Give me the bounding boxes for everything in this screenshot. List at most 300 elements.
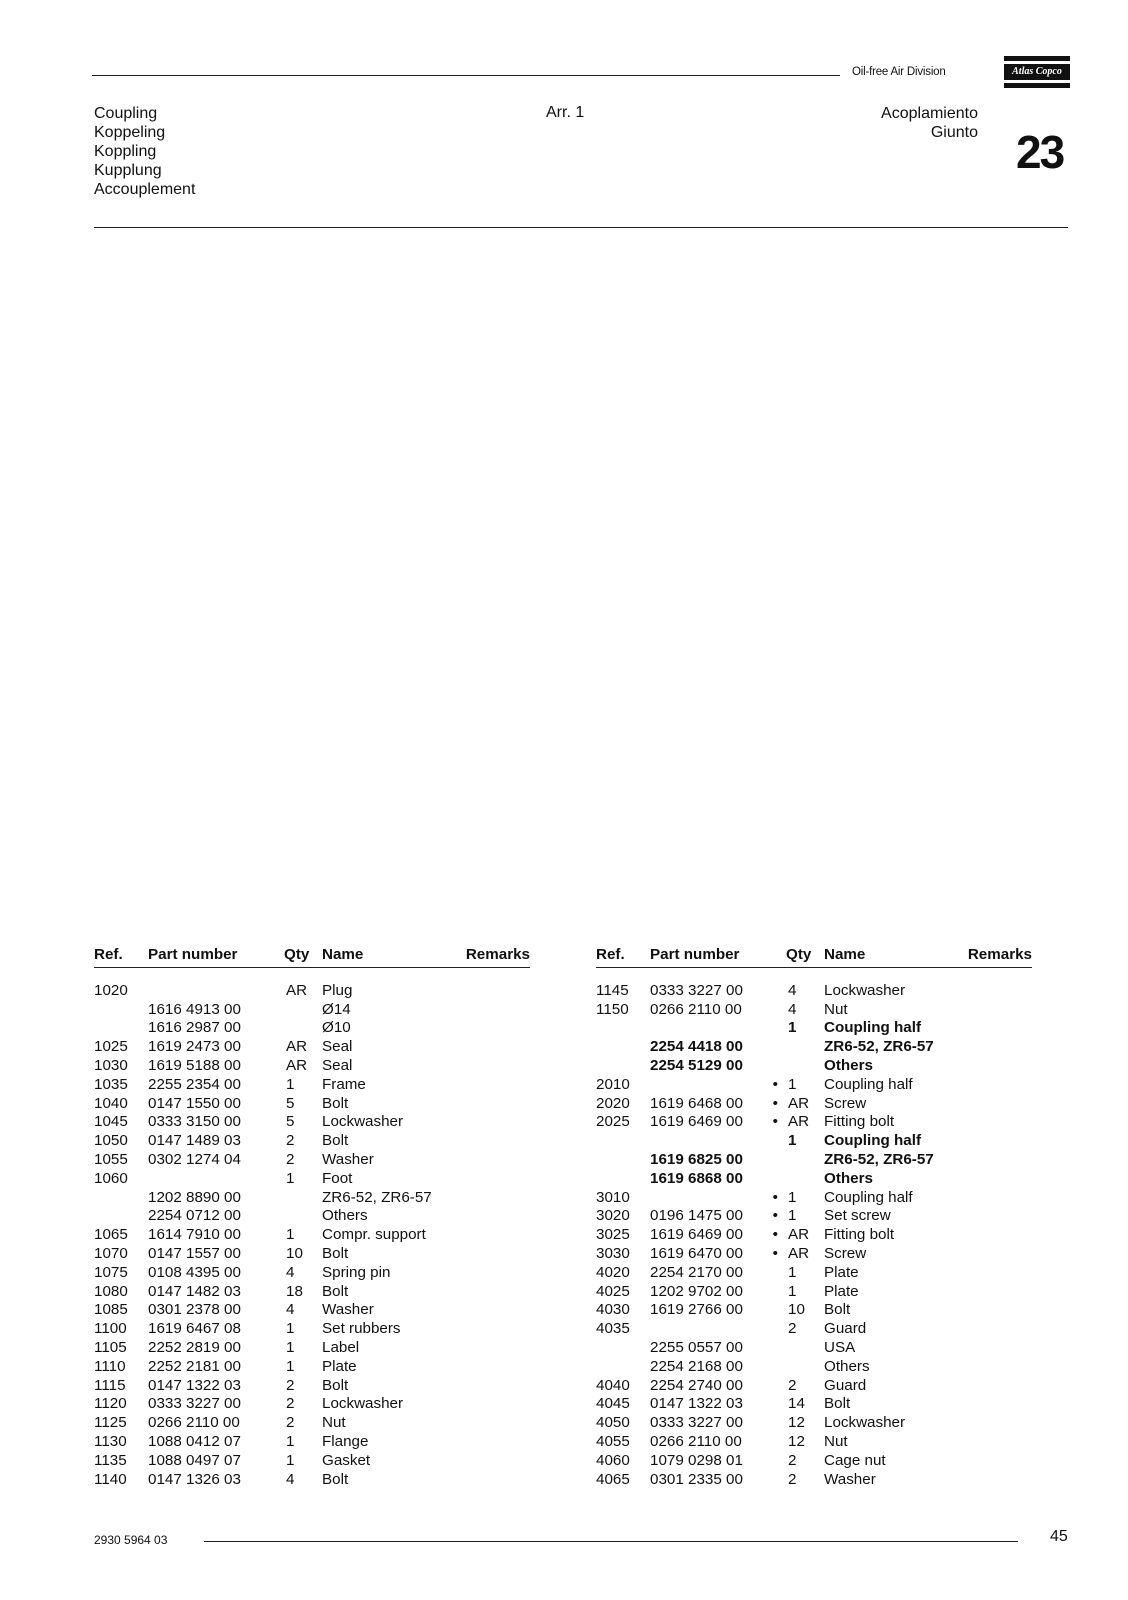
table-header-row	[94, 946, 530, 967]
part-number-cell	[148, 1113, 284, 1132]
qty-cell: 4	[286, 1263, 295, 1281]
ref-cell	[596, 1132, 650, 1151]
remarks-cell	[462, 1339, 530, 1358]
qty-cell: 1	[788, 1263, 797, 1281]
table-row	[596, 1245, 1032, 1264]
header-name: Name	[322, 946, 462, 967]
ref-cell: 4035	[596, 1320, 630, 1338]
part-number-cell	[148, 1395, 284, 1414]
qty-cell: 1	[788, 1282, 797, 1300]
part-number-cell	[650, 1358, 786, 1377]
part-number-text: 0147 1557 00	[148, 1244, 241, 1262]
part-number-cell	[148, 1452, 284, 1471]
ref-cell: 4060	[596, 1451, 630, 1469]
qty-cell	[284, 1001, 322, 1020]
remarks-cell	[964, 1283, 1032, 1302]
ref-cell: 1120	[94, 1395, 127, 1413]
qty-cell: 1	[286, 1451, 295, 1469]
ref-cell	[94, 1019, 148, 1038]
ref-cell: 3030	[596, 1244, 630, 1262]
header-rule	[92, 75, 840, 76]
remarks-cell	[964, 1320, 1032, 1339]
ref-cell: 1025	[94, 1038, 128, 1056]
qty-cell: 4	[286, 1301, 295, 1319]
remarks-cell	[462, 1038, 530, 1057]
ref-cell: 1080	[94, 1282, 128, 1300]
remarks-cell	[964, 1057, 1032, 1076]
name-cell: Lockwasher	[824, 1414, 906, 1432]
remarks-cell	[964, 1001, 1032, 1020]
name-cell: Set rubbers	[322, 1320, 401, 1338]
qty-cell: 10	[788, 1301, 805, 1319]
part-number-cell	[148, 1433, 284, 1452]
ref-cell: 2025	[596, 1113, 630, 1131]
part-number-cell	[650, 1057, 786, 1076]
qty-cell: AR	[286, 1038, 308, 1056]
ref-cell: 1035	[94, 1075, 128, 1093]
remarks-cell	[462, 1471, 530, 1490]
section-number: 23	[1016, 126, 1064, 178]
remarks-cell	[462, 1377, 530, 1396]
name-cell: Ø14	[322, 1000, 351, 1018]
name-cell: Lockwasher	[322, 1395, 404, 1413]
part-number-cell	[650, 1433, 786, 1452]
remarks-cell	[964, 1471, 1032, 1490]
qty-cell: 2	[286, 1414, 295, 1432]
header-remarks: Remarks	[964, 946, 1032, 967]
remarks-cell	[462, 1095, 530, 1114]
ref-cell: 1075	[94, 1263, 128, 1281]
header-name: Name	[824, 946, 964, 967]
table-row	[94, 1358, 530, 1377]
part-number-cell	[650, 1320, 786, 1339]
part-number-text: 0266 2110 00	[650, 1432, 742, 1450]
part-number-cell	[148, 1358, 284, 1377]
part-number-text: 1614 7910 00	[148, 1226, 241, 1244]
ref-cell	[596, 1151, 650, 1170]
table-row	[596, 1207, 1032, 1226]
qty-cell: 18	[286, 1282, 303, 1300]
part-number-text: 1619 5188 00	[148, 1056, 241, 1074]
part-number-cell	[148, 1320, 284, 1339]
qty-cell: 4	[788, 981, 797, 999]
qty-cell: 12	[788, 1414, 805, 1432]
part-number-cell	[650, 1019, 786, 1038]
name-cell: Nut	[824, 1000, 848, 1018]
ref-cell: 1020	[94, 981, 128, 999]
qty-cell: AR	[788, 1094, 810, 1112]
remarks-cell	[964, 1095, 1032, 1114]
table-row	[596, 1264, 1032, 1283]
name-cell: Guard	[824, 1320, 867, 1338]
name-cell: Coupling half	[824, 1132, 922, 1150]
part-number-text: 0196 1475 00	[650, 1207, 743, 1225]
ref-cell: 1115	[94, 1376, 126, 1394]
ref-cell	[596, 1339, 650, 1358]
part-number-text: 0301 2378 00	[148, 1301, 241, 1319]
qty-cell: 1	[286, 1338, 295, 1356]
part-number-cell	[148, 1189, 284, 1208]
name-cell: Washer	[322, 1301, 374, 1319]
table-row	[94, 1170, 530, 1189]
remarks-cell	[462, 1283, 530, 1302]
remarks-cell	[462, 1320, 530, 1339]
name-cell: Set screw	[824, 1207, 891, 1225]
title-nl: Koppeling	[94, 124, 166, 141]
table-row	[94, 1395, 530, 1414]
table-row	[94, 1226, 530, 1245]
part-number-text: 1619 2473 00	[148, 1038, 241, 1056]
qty-cell: 1	[788, 1019, 797, 1037]
qty-cell: 1	[286, 1432, 295, 1450]
name-cell: Bolt	[322, 1244, 349, 1262]
part-number-text: 2254 0712 00	[148, 1207, 241, 1225]
name-cell: Spring pin	[322, 1263, 391, 1281]
ref-cell: 4045	[596, 1395, 630, 1413]
service-kit-bullet: •	[772, 1188, 778, 1206]
part-number-cell	[148, 1377, 284, 1396]
ref-cell: 4020	[596, 1263, 630, 1281]
part-number-text: 0302 1274 04	[148, 1150, 241, 1168]
part-number-cell	[650, 1170, 786, 1189]
part-number-cell	[650, 1283, 786, 1302]
table-row	[596, 1320, 1032, 1339]
ref-cell: 4055	[596, 1432, 630, 1450]
ref-cell: 3025	[596, 1226, 630, 1244]
name-cell: Cage nut	[824, 1451, 886, 1469]
table-row	[94, 1471, 530, 1490]
ref-cell: 1065	[94, 1226, 128, 1244]
table-row	[596, 1113, 1032, 1132]
name-cell: Plug	[322, 981, 353, 999]
remarks-cell	[462, 1076, 530, 1095]
qty-cell: 1	[286, 1357, 295, 1375]
name-cell: Nut	[322, 1414, 346, 1432]
remarks-cell	[964, 1076, 1032, 1095]
part-number-text: 2255 2354 00	[148, 1075, 241, 1093]
ref-cell: 1100	[94, 1320, 127, 1338]
qty-cell: 2	[286, 1132, 295, 1150]
remarks-cell	[964, 1414, 1032, 1433]
qty-cell: 4	[286, 1470, 295, 1488]
table-row	[94, 1189, 530, 1208]
part-number-cell	[650, 1226, 786, 1245]
footer-rule	[204, 1541, 1018, 1542]
remarks-cell	[462, 1057, 530, 1076]
header-qty: Qty	[786, 946, 824, 967]
qty-cell: 1	[788, 1188, 797, 1206]
part-number-text: 1619 6469 00	[650, 1113, 743, 1131]
part-number-text: 1088 0497 07	[148, 1451, 241, 1469]
part-number-text: 1079 0298 01	[650, 1451, 743, 1469]
ref-cell: 3010	[596, 1188, 630, 1206]
table-row	[94, 1301, 530, 1320]
header-part-number: Part number	[650, 946, 786, 967]
part-number-text: 0147 1489 03	[148, 1132, 241, 1150]
header-part-number: Part number	[148, 946, 284, 967]
table-row	[596, 1339, 1032, 1358]
ref-cell	[596, 1038, 650, 1057]
name-cell: Fitting bolt	[824, 1113, 895, 1131]
name-cell: Bolt	[322, 1470, 349, 1488]
qty-cell: AR	[788, 1244, 810, 1262]
name-cell: Bolt	[322, 1282, 349, 1300]
part-number-text: 0266 2110 00	[148, 1414, 240, 1432]
name-cell: Washer	[322, 1150, 374, 1168]
atlas-copco-logo	[1004, 56, 1070, 90]
ref-cell: 1125	[94, 1414, 127, 1432]
table-row	[596, 1414, 1032, 1433]
qty-cell: 5	[286, 1094, 295, 1112]
qty-cell	[284, 1189, 322, 1208]
qty-cell: 1	[286, 1169, 295, 1187]
header-remarks: Remarks	[462, 946, 530, 967]
part-number-cell	[148, 1471, 284, 1490]
table-row	[596, 1057, 1032, 1076]
table-row	[596, 1170, 1032, 1189]
remarks-cell	[964, 1207, 1032, 1226]
ref-cell: 4050	[596, 1414, 630, 1432]
name-cell: Others	[824, 1357, 870, 1375]
qty-cell: AR	[788, 1113, 810, 1131]
part-number-cell	[650, 1132, 786, 1151]
table-row	[596, 1132, 1032, 1151]
part-number-cell	[650, 1414, 786, 1433]
part-number-text: 0147 1322 03	[148, 1376, 241, 1394]
qty-cell: 1	[788, 1075, 797, 1093]
qty-cell: 2	[286, 1150, 295, 1168]
title-de: Kupplung	[94, 162, 162, 179]
ref-cell: 1130	[94, 1432, 127, 1450]
part-number-text: 0147 1322 03	[650, 1395, 743, 1413]
remarks-cell	[964, 1245, 1032, 1264]
part-number-cell	[650, 1377, 786, 1396]
part-number-text: 1619 6470 00	[650, 1244, 743, 1262]
part-number-text: 2252 2819 00	[148, 1338, 241, 1356]
ref-cell: 1055	[94, 1150, 128, 1168]
ref-cell	[94, 1001, 148, 1020]
part-number-text: 1619 6868 00	[650, 1169, 743, 1187]
remarks-cell	[462, 1358, 530, 1377]
title-es: Acoplamiento	[881, 105, 978, 122]
qty-cell: 1	[788, 1132, 797, 1150]
name-cell: USA	[824, 1338, 856, 1356]
part-number-cell	[148, 1095, 284, 1114]
part-number-text: 2254 4418 00	[650, 1038, 743, 1056]
qty-cell: 10	[286, 1244, 303, 1262]
name-cell: Fitting bolt	[824, 1226, 895, 1244]
part-number-cell	[650, 1245, 786, 1264]
ref-cell: 4030	[596, 1301, 630, 1319]
ref-cell	[596, 1057, 650, 1076]
qty-cell: 2	[788, 1320, 797, 1338]
remarks-cell	[964, 1038, 1032, 1057]
remarks-cell	[462, 982, 530, 1001]
remarks-cell	[462, 1264, 530, 1283]
name-cell: Frame	[322, 1075, 366, 1093]
name-cell: Foot	[322, 1169, 353, 1187]
part-number-cell	[148, 1283, 284, 1302]
part-number-cell	[148, 1057, 284, 1076]
table-row	[94, 1339, 530, 1358]
table-row	[94, 1057, 530, 1076]
name-cell: Washer	[824, 1470, 876, 1488]
part-number-cell	[148, 1301, 284, 1320]
part-number-cell	[148, 1245, 284, 1264]
ref-cell: 2010	[596, 1075, 630, 1093]
part-number-text: 1616 4913 00	[148, 1000, 241, 1018]
part-number-text: 1616 2987 00	[148, 1019, 241, 1037]
remarks-cell	[964, 1433, 1032, 1452]
remarks-cell	[462, 1245, 530, 1264]
ref-cell: 1140	[94, 1470, 127, 1488]
remarks-cell	[462, 1170, 530, 1189]
name-cell: Ø10	[322, 1019, 351, 1037]
name-cell: Screw	[824, 1094, 867, 1112]
part-number-text: 0147 1550 00	[148, 1094, 241, 1112]
table-row	[596, 1095, 1032, 1114]
part-number-text: 0333 3227 00	[148, 1395, 241, 1413]
name-cell: Guard	[824, 1376, 867, 1394]
ref-cell: 1110	[94, 1357, 126, 1375]
ref-cell: 1085	[94, 1301, 128, 1319]
ref-cell	[94, 1207, 148, 1226]
part-number-cell	[148, 1038, 284, 1057]
table-row	[596, 1038, 1032, 1057]
part-number-text: 1202 9702 00	[650, 1282, 743, 1300]
title-it: Giunto	[930, 124, 978, 141]
part-number-cell	[148, 1151, 284, 1170]
part-number-cell	[148, 1264, 284, 1283]
ref-cell: 4065	[596, 1470, 630, 1488]
qty-cell: AR	[286, 981, 308, 999]
part-number-text: 0147 1482 03	[148, 1282, 241, 1300]
part-number-cell	[650, 1395, 786, 1414]
part-number-text: 1619 6469 00	[650, 1226, 743, 1244]
part-number-text: 1619 2766 00	[650, 1301, 743, 1319]
table-row	[596, 1395, 1032, 1414]
name-cell: Seal	[322, 1056, 353, 1074]
table-row	[94, 1433, 530, 1452]
qty-cell: 2	[286, 1376, 295, 1394]
ref-cell: 1030	[94, 1056, 128, 1074]
part-number-cell	[148, 1226, 284, 1245]
service-kit-bullet: •	[772, 1244, 778, 1262]
name-cell: Others	[322, 1207, 368, 1225]
remarks-cell	[964, 1113, 1032, 1132]
part-number-cell	[650, 1001, 786, 1020]
qty-cell: AR	[788, 1226, 810, 1244]
table-row	[596, 1358, 1032, 1377]
part-number-cell	[650, 1264, 786, 1283]
name-cell: Bolt	[322, 1376, 349, 1394]
qty-cell: 2	[286, 1395, 295, 1413]
qty-cell: 2	[788, 1376, 797, 1394]
page-number: 45	[1050, 1528, 1068, 1545]
qty-cell: AR	[286, 1056, 308, 1074]
name-cell: Others	[824, 1169, 873, 1187]
name-cell: Coupling half	[824, 1019, 922, 1037]
remarks-cell	[964, 1339, 1032, 1358]
qty-cell	[786, 1358, 824, 1377]
qty-cell	[786, 1038, 824, 1057]
part-number-cell	[650, 1301, 786, 1320]
section-divider	[94, 227, 1068, 228]
ref-cell: 1150	[596, 1000, 629, 1018]
header-qty: Qty	[284, 946, 322, 967]
qty-cell: 4	[788, 1000, 797, 1018]
part-number-text: 0266 2110 00	[650, 1000, 742, 1018]
part-number-cell	[650, 1113, 786, 1132]
remarks-cell	[964, 1358, 1032, 1377]
qty-cell	[284, 1207, 322, 1226]
part-number-cell	[148, 982, 284, 1001]
table-row	[94, 1001, 530, 1020]
table-row	[94, 1076, 530, 1095]
remarks-cell	[964, 1264, 1032, 1283]
table-row	[596, 1001, 1032, 1020]
table-row	[596, 1471, 1032, 1490]
ref-cell: 1105	[94, 1338, 127, 1356]
part-number-cell	[148, 1207, 284, 1226]
table-row	[596, 1019, 1032, 1038]
part-number-cell	[148, 1414, 284, 1433]
logo-text: Atlas Copco	[1012, 66, 1062, 77]
ref-cell	[596, 1170, 650, 1189]
table-row	[94, 1245, 530, 1264]
ref-cell: 1060	[94, 1169, 128, 1187]
name-cell: Plate	[322, 1357, 357, 1375]
table-row	[94, 1320, 530, 1339]
name-cell: Plate	[824, 1282, 859, 1300]
part-number-text: 1619 6468 00	[650, 1094, 743, 1112]
qty-cell	[786, 1339, 824, 1358]
name-cell: Bolt	[322, 1094, 349, 1112]
qty-cell	[786, 1057, 824, 1076]
name-cell: Coupling half	[824, 1075, 913, 1093]
table-row	[596, 1151, 1032, 1170]
ref-cell	[596, 1019, 650, 1038]
part-number-cell	[148, 1339, 284, 1358]
name-cell: Flange	[322, 1432, 369, 1450]
table-row	[596, 1301, 1032, 1320]
qty-cell: 2	[788, 1470, 797, 1488]
part-number-text: 0333 3150 00	[148, 1113, 241, 1131]
ref-cell: 1040	[94, 1094, 128, 1112]
qty-cell: 1	[788, 1207, 797, 1225]
part-number-cell	[148, 1001, 284, 1020]
part-number-cell	[148, 1076, 284, 1095]
header-ref: Ref.	[596, 946, 650, 967]
table-row	[94, 1264, 530, 1283]
remarks-cell	[462, 1001, 530, 1020]
part-number-text: 1619 6467 08	[148, 1320, 241, 1338]
table-row	[94, 1095, 530, 1114]
service-kit-bullet: •	[772, 1075, 778, 1093]
part-number-cell	[650, 1095, 786, 1114]
part-number-cell	[650, 1471, 786, 1490]
table-row	[94, 1151, 530, 1170]
part-number-cell	[650, 982, 786, 1001]
arrangement-label: Arr. 1	[546, 104, 585, 121]
part-number-cell	[650, 1038, 786, 1057]
remarks-cell	[964, 1452, 1032, 1471]
remarks-cell	[462, 1189, 530, 1208]
name-cell: Nut	[824, 1432, 848, 1450]
part-number-text: 1088 0412 07	[148, 1432, 241, 1450]
part-number-text: 0301 2335 00	[650, 1470, 743, 1488]
remarks-cell	[462, 1113, 530, 1132]
